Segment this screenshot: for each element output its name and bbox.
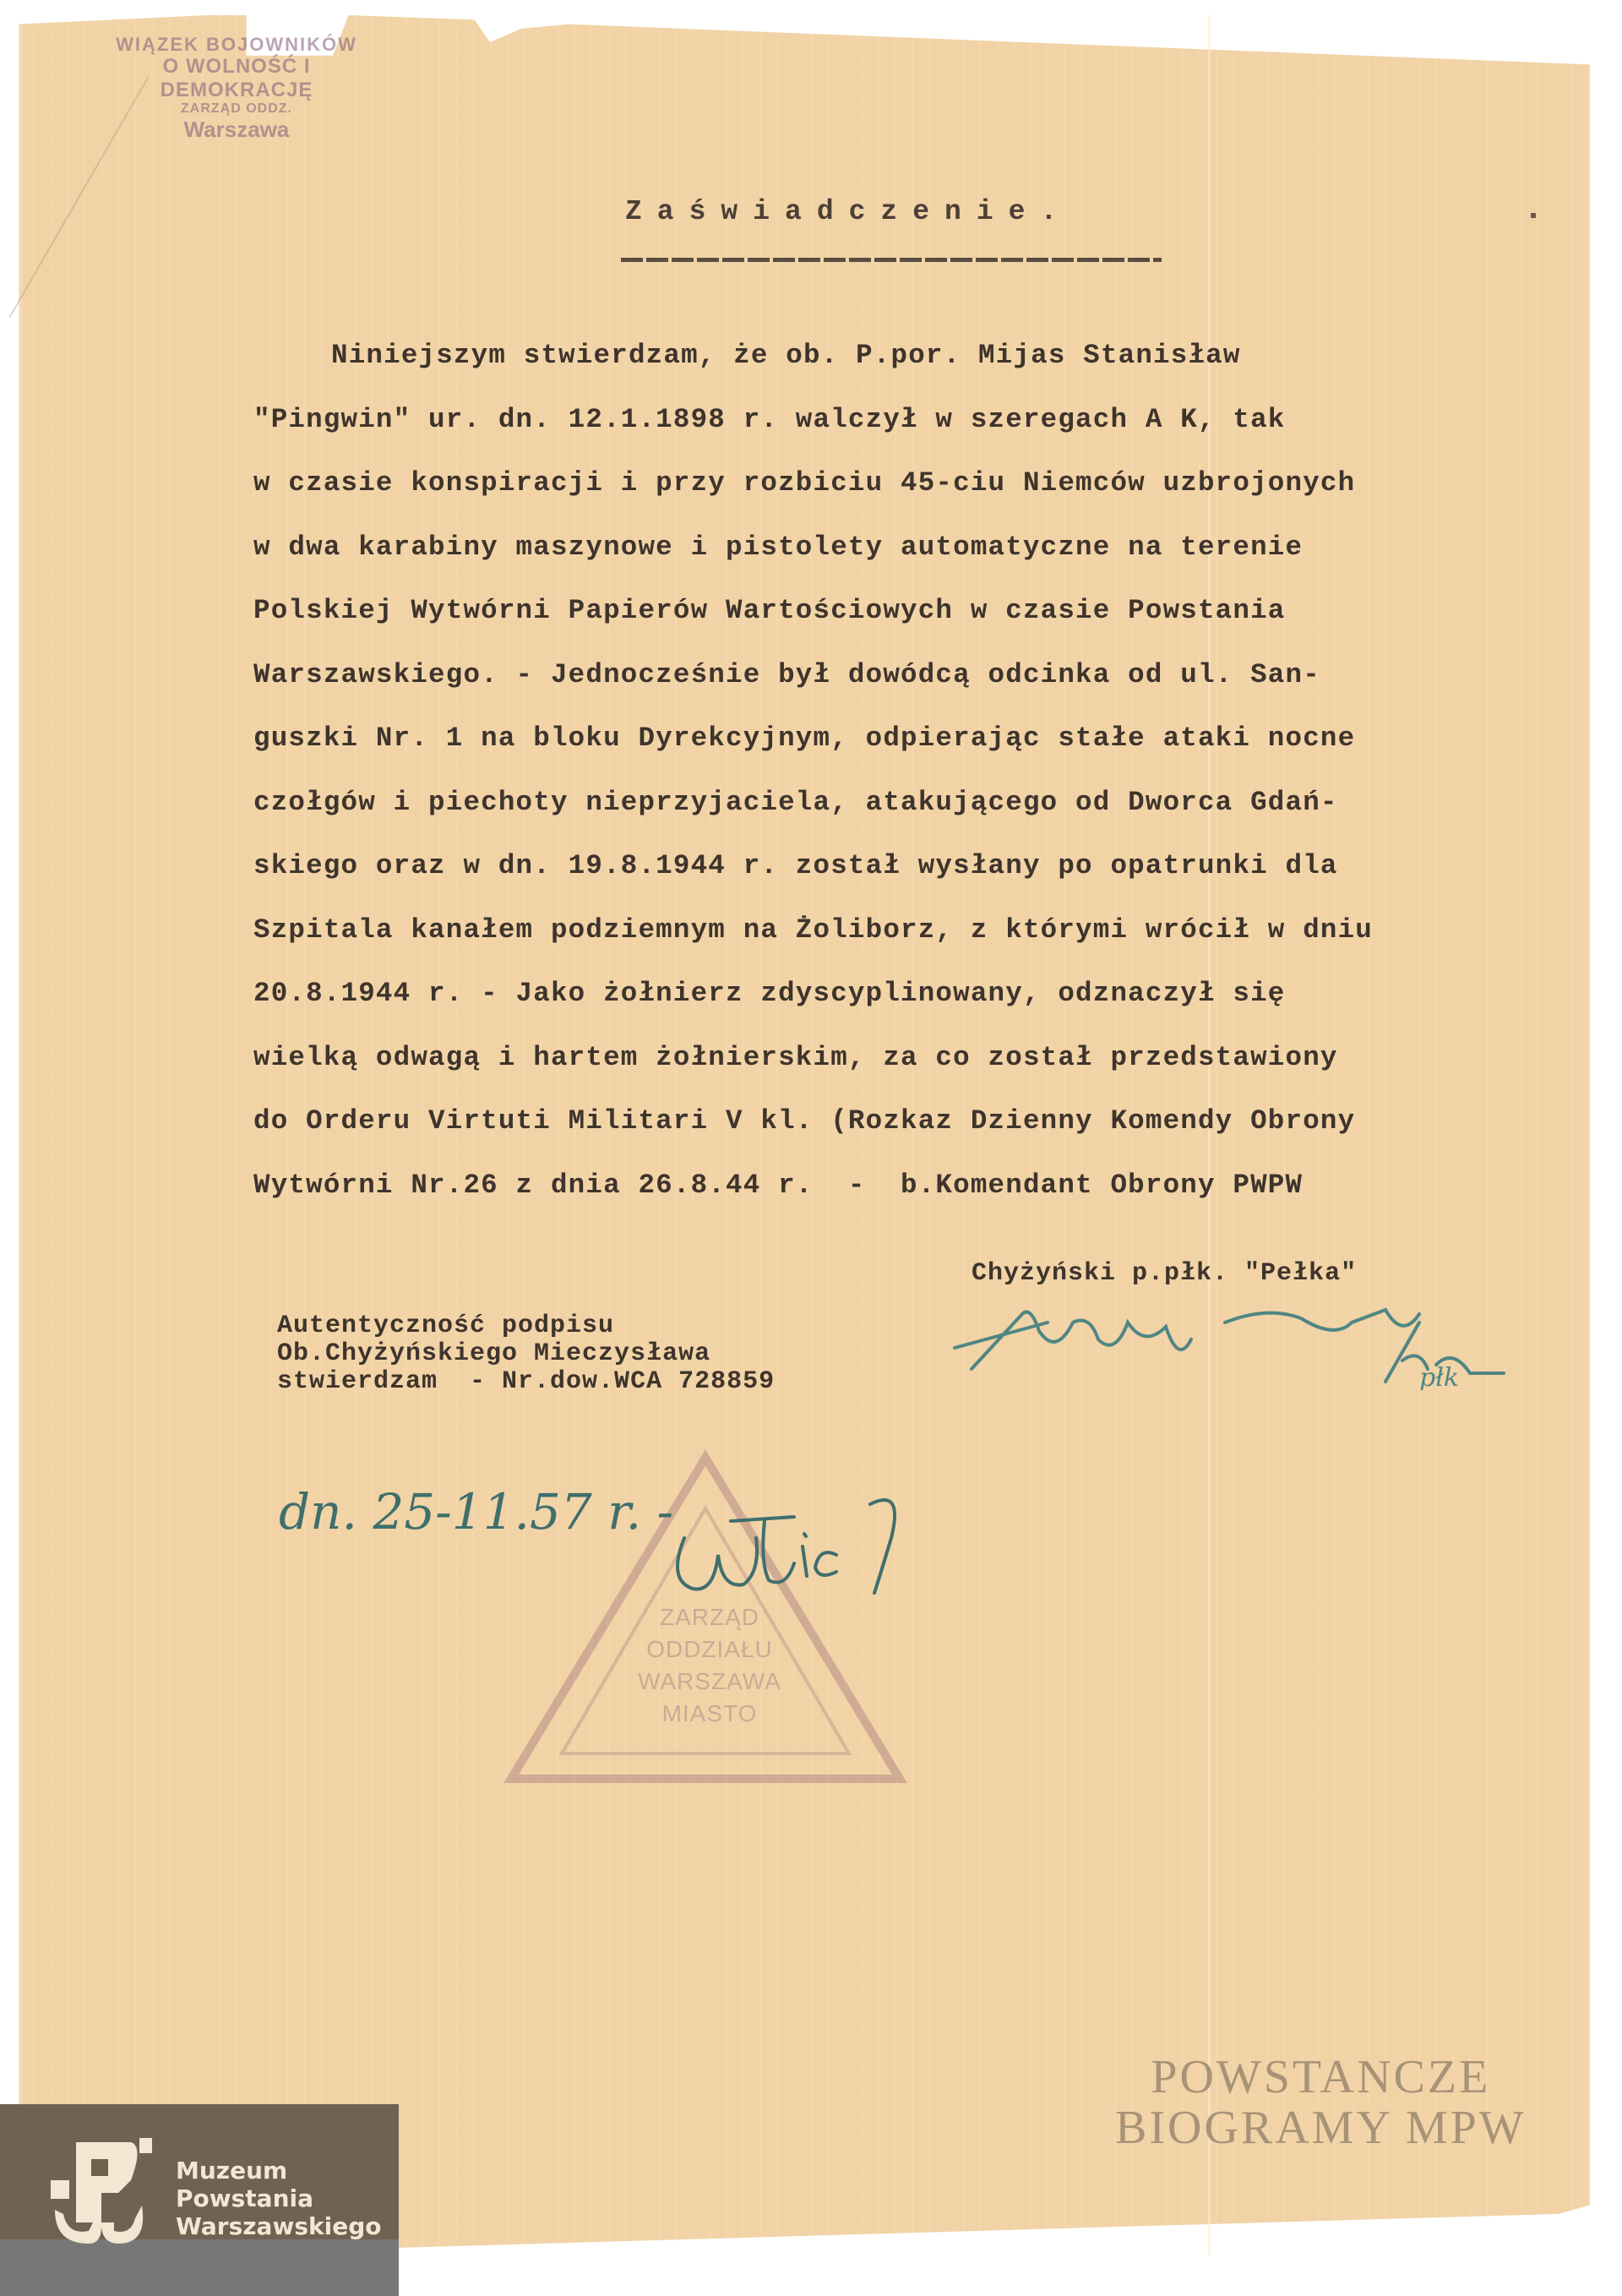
triangle-stamp-text bbox=[591, 1601, 828, 1730]
stamp-line: WIĄZEK BOJOWNIKÓW bbox=[116, 34, 357, 55]
paper-speck bbox=[1531, 213, 1536, 218]
stamp-line: MIASTO bbox=[661, 1700, 758, 1726]
svg-text:płk: płk bbox=[1419, 1363, 1460, 1390]
auth-line: Autentyczność podpisu bbox=[277, 1312, 615, 1340]
document-title: Zaświadczenie. bbox=[625, 196, 1073, 227]
kotwica-anchor-icon bbox=[51, 2138, 152, 2248]
stamp-line: Warszawa bbox=[183, 116, 290, 142]
handwritten-date: dn. 25-11.57 r. - bbox=[279, 1483, 674, 1541]
museum-logo bbox=[0, 2104, 399, 2296]
body-line: Szpitala kanałem podziemnym na Żoliborz, z którymi wrócił w dniu bbox=[253, 913, 1374, 946]
body-line: Warszawskiego. - Jednocześnie był dowódcą odcinka od ul. San- bbox=[253, 658, 1320, 690]
watermark-line: BIOGRAMY MPW bbox=[1115, 2102, 1527, 2154]
signature-authentication bbox=[277, 1312, 775, 1396]
auth-line: stwierdzam - Nr.dow.WCA 728859 bbox=[277, 1367, 776, 1396]
museum-name-line: Warszawskiego bbox=[176, 2212, 382, 2240]
body-line: 20.8.1944 r. - Jako żołnierz zdyscyplinowany, odznaczył się bbox=[253, 978, 1286, 1009]
body-line: "Pingwin" ur. dn. 12.1.1898 r. walczył w szeregach A K, tak bbox=[253, 403, 1286, 435]
auth-line: Ob.Chyżyńskiego Mieczysława bbox=[277, 1339, 711, 1368]
body-line: wielką odwagą i hartem żołnierskim, za co został przedstawiony bbox=[253, 1041, 1338, 1073]
museum-name bbox=[176, 2157, 381, 2240]
museum-name-line: Powstania bbox=[176, 2184, 313, 2212]
body-line: do Orderu Virtuti Militari V kl. (Rozkaz Dzienny Komendy Obrony bbox=[253, 1105, 1356, 1137]
body-line: w dwa karabiny maszynowe i pistolety automatyczne na terenie bbox=[253, 531, 1304, 563]
body-line: Polskiej Wytwórni Papierów Wartościowych w czasie Powstania bbox=[253, 595, 1286, 626]
title-underline bbox=[621, 258, 1162, 262]
stamp-line: ZARZĄD ODDZ. bbox=[181, 101, 292, 117]
body-line: guszki Nr. 1 na bloku Dyrekcyjnym, odpierając stałe ataki nocne bbox=[253, 723, 1356, 754]
certificate-body bbox=[253, 324, 1538, 1217]
signature-icon bbox=[946, 1289, 1521, 1390]
body-line: Niniejszym stwierdzam, że ob. P.por. Mijas Stanisław bbox=[331, 340, 1241, 371]
museum-name-line: Muzeum bbox=[176, 2157, 288, 2184]
body-line: skiego oraz w dn. 19.8.1944 r. został wysłany po opatrunki dla bbox=[253, 850, 1338, 881]
body-line: w czasie konspiracji i przy rozbiciu 45-ciu Niemców uzbrojonych bbox=[253, 467, 1356, 499]
stamp-line: WARSZAWA bbox=[638, 1668, 781, 1694]
organization-stamp bbox=[93, 34, 380, 143]
signer-name: Chyżyński p.płk. "Pełka" bbox=[972, 1259, 1358, 1288]
watermark-line: POWSTANCZE bbox=[1151, 2051, 1491, 2103]
stamp-line: ODDZIAŁU bbox=[646, 1636, 773, 1662]
body-line: Wytwórni Nr.26 z dnia 26.8.44 r. - b.Komendant Obrony PWPW bbox=[253, 1169, 1304, 1201]
watermark-text bbox=[1115, 2052, 1527, 2153]
handwritten-signature-icon bbox=[667, 1487, 921, 1597]
stamp-line: O WOLNOŚĆ I DEMOKRACJĘ bbox=[160, 55, 313, 101]
body-line: czołgów i piechoty nieprzyjaciela, atakującego od Dworca Gdań- bbox=[253, 786, 1338, 818]
stamp-line: ZARZĄD bbox=[660, 1604, 759, 1630]
